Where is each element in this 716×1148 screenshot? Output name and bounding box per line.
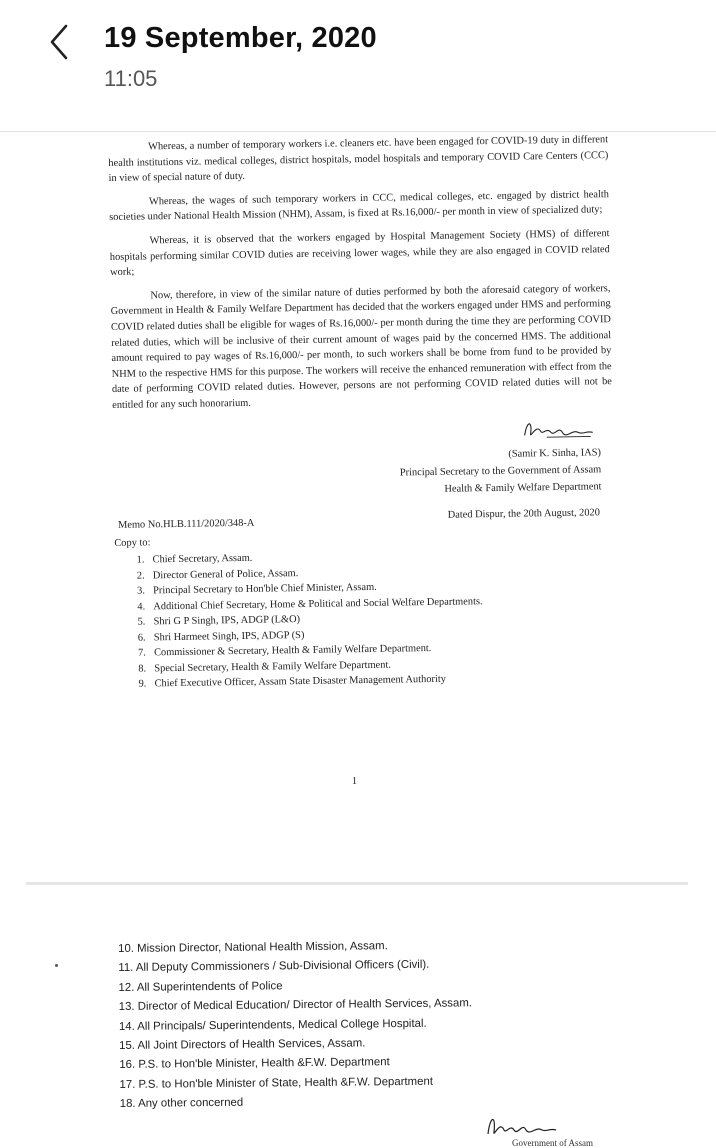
list-number: 7.: [137, 647, 146, 659]
back-button[interactable]: [40, 22, 80, 62]
copy-list-continued: [118, 935, 640, 1115]
list-text: Chief Secretary, Assam.: [152, 552, 253, 566]
list-number: 4.: [137, 601, 146, 613]
list-number: 2.: [136, 570, 145, 582]
list-text: Special Secretary, Health & Family Welfare Department.: [154, 659, 391, 674]
list-item: 15. All Joint Directors of Health Services, Assam.: [119, 1037, 366, 1053]
page-number: 1: [352, 776, 357, 787]
list-item: 13. Director of Medical Education/ Director of Health Services, Assam.: [118, 997, 473, 1014]
page-title: 19 September, 2020: [104, 22, 377, 54]
paragraph: Whereas, the wages of such temporary workers in CCC, medical colleges, etc. engaged by district health societies under National Health Mission (NHM), Assam, is fixed at Rs.16,000/- per month in view of specialized duty;: [109, 188, 610, 224]
list-item: 16. P.S. to Hon'ble Minister, Health &F.W. Department: [119, 1056, 390, 1072]
list-item: 18. Any other concerned: [119, 1096, 244, 1111]
list-item: 17. P.S. to Hon'ble Minister of State, Health &F.W. Department: [119, 1075, 434, 1091]
signature-caption: Government of Assam: [512, 1138, 593, 1148]
list-text: Commissioner & Secretary, Health & Family Welfare Department.: [153, 643, 432, 659]
scan-speck: [55, 964, 58, 967]
page-separator: [26, 882, 688, 885]
timestamp: 11:05: [104, 66, 158, 91]
list-number: 6.: [137, 632, 146, 644]
list-text: Shri G P Singh, IPS, ADGP (L&O): [153, 614, 301, 628]
signature-image: [516, 414, 596, 443]
list-text: Director General of Police, Assam.: [152, 567, 299, 581]
list-item: 12. All Superintendents of Police: [118, 980, 283, 994]
signature-block: [112, 414, 614, 542]
list-number: 9.: [138, 678, 147, 690]
list-number: 5.: [137, 616, 146, 628]
list-item: 14. All Principals/ Superintendents, Medical College Hospital.: [118, 1017, 427, 1033]
paragraph: Now, therefore, in view of the similar nature of duties performed by both the aforesaid category of workers, Government in Health & Family Welfare Department has decided that the workers engaged under HMS and performing COVID related duties shall be eligible for wages of Rs.16,000/- per month during the time they are performing COVID related duties, which will be inclusive of their current amount of wages paid by the concerned HMS. The additional amount required to pay wages of Rs.16,000/- per month, to such workers shall be borne from fund to be provided by NHM to the respective HMS for this purpose. The workers will receive the enhanced remuneration with effect from the date of performing COVID related duties. However, persons are not performing COVID related duties will not be entitled for any such honorarium.: [110, 282, 612, 411]
document-page-1: [108, 132, 617, 692]
list-text: Chief Executive Officer, Assam State Disaster Management Authority: [154, 673, 447, 690]
list-number: 1.: [136, 554, 145, 566]
document-page-2: [118, 935, 640, 1115]
list-text: Principal Secretary to Hon'ble Chief Minister, Assam.: [153, 581, 377, 597]
list-text: Additional Chief Secretary, Home & Political and Social Welfare Departments.: [153, 595, 483, 612]
dated-line: Dated Dispur, the 20th August, 2020: [447, 506, 600, 521]
copy-list: [136, 545, 616, 692]
top-bar: [0, 0, 716, 132]
list-item: 10. Mission Director, National Health Mission, Assam.: [118, 940, 388, 955]
paragraph: Whereas, it is observed that the workers engaged by Hospital Management Society (HMS) of different hospitals performing similar COVID duties are receiving lower wages, while they are also engaged in COVID related work;: [109, 228, 610, 279]
chevron-left-icon: [40, 22, 80, 62]
paragraph: Whereas, a number of temporary workers i.e. cleaners etc. have been engaged for COVID-19 duty in different health institutions viz. medical colleges, district hospitals, model hospitals and temporary COVID Care Centers (CCC) in view of special nature of duty.: [108, 134, 609, 185]
signatory-department: Health & Family Welfare Department: [444, 480, 602, 495]
list-text: Shri Harmeet Singh, IPS, ADGP (S): [153, 629, 305, 643]
signatory-designation: Principal Secretary to the Government of Assam: [399, 463, 602, 478]
signatory-name: (Samir K. Sinha, IAS): [508, 446, 602, 460]
memo-number: Memo No.HLB.111/2020/348-A: [117, 517, 255, 531]
list-item: 11. All Deputy Commissioners / Sub-Divisional Officers (Civil).: [118, 959, 430, 975]
header-divider: [0, 131, 716, 132]
list-number: 8.: [138, 663, 147, 675]
copy-to-label: Copy to:: [114, 536, 151, 549]
list-number: 3.: [137, 585, 145, 597]
